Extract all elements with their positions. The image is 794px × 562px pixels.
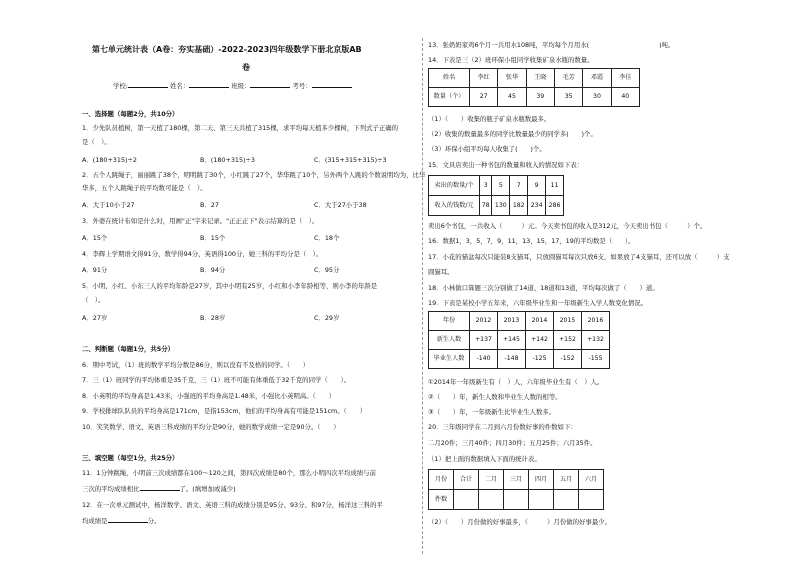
q7-text: 7．三（1）班同学的平均体重是35千克，三（1）班不可能有体重低于32千克的同学（ ）。 <box>82 376 351 384</box>
answer-cell[interactable] <box>479 490 504 510</box>
student-info <box>113 80 352 91</box>
q20-sub2: （2）（ ）月份做的好事最多，（ ）月份做的好事最少。 <box>428 518 611 526</box>
q14-sub2: （2）收集的数量最多的同学比数量最少的同学多( )个。 <box>428 130 597 138</box>
q20-data: 二月20件；三月40件；四月30件；五月25件；六月35件。 <box>428 439 597 447</box>
q3-option-a: A．15个 <box>82 234 108 242</box>
number-field[interactable] <box>312 80 352 88</box>
q10-text: 10．笑笑数学、语文、英语三科成绩的平均分是90分，她的数学成绩一定是90分。（ ） <box>82 423 340 431</box>
q4-option-b: B．94分 <box>200 266 226 274</box>
q19-sub2: ②（ ）年，新生人数和毕业生人数的相等。 <box>428 393 562 401</box>
q11-line1: 11．1分钟跳绳，小明前三次成绩都在100～120之间，第四次成绩是80个，那么小明四次平均成绩与前 <box>82 469 376 477</box>
q2-line1: 2．五个人跳绳子，丽丽跳了38个，明明跳了30个，小红跳了27个，华华跳了10个，另外两个人跳的个数说明均为，比华 <box>82 171 426 179</box>
table-q15 <box>428 175 564 216</box>
q9-text: 9．学校排球队队员的平均身高是171cm，是指153cm，他们的平均身高有可能是151cm。（ ） <box>82 407 366 415</box>
name-label: 姓名： <box>169 82 190 90</box>
school-label: 学校: <box>113 82 128 90</box>
table-row: 年份 2012 2013 2014 2015 2016 <box>429 312 610 331</box>
table-row: 新生人数 +137 +145 +142 +152 +132 <box>429 331 610 350</box>
q4-option-a: A．91分 <box>82 266 108 274</box>
q3-option-c: C．18个 <box>314 234 340 242</box>
q19-text: 19．下表是某校小学五年来，六年级毕业生和一年级新生入学人数变化情况。 <box>428 299 648 307</box>
q14-sub3: （3）环保小组平均每人收集了( )个。 <box>428 145 546 153</box>
q17-line1: 17．小花的猫盆每次只能装8支猫耳，只放圆猫耳每次只放6支，如果放了4支猫耳，还可以放（ ）支 <box>428 253 730 261</box>
q14-sub1: （1）（ ）收集的瓶子矿泉水瓶数最多。 <box>428 115 551 123</box>
q20-sub1: （1）把上面的数据填入下面的统计表。 <box>428 455 541 463</box>
q3-option-b: B．15个 <box>200 234 226 242</box>
q11-line2: 三次的平均成绩相比 了。(填增加或减少) <box>82 485 236 493</box>
q2-option-c: C．大于27小于38 <box>314 201 367 209</box>
q16-text: 16．数据1，3，5，7，9，11，13，15，17，19的平均数是（ ）。 <box>428 237 635 245</box>
table-row: 收入的钱数/元 78 130 182 234 286 <box>429 196 564 216</box>
q4-option-c: C．95分 <box>314 266 340 274</box>
q17-line2: 圆猫耳。 <box>428 268 454 276</box>
page-title-line1: 第七单元统计表（A卷：夯实基础）-2022-2023四年级数学下册北京版AB <box>92 45 362 54</box>
number-label: 考号： <box>292 82 312 90</box>
section2-heading: 二、判断题（每题1分，共5分） <box>82 345 174 353</box>
class-label: 班级： <box>231 82 251 90</box>
answer-cell[interactable] <box>579 490 604 510</box>
class-field[interactable] <box>250 80 290 88</box>
table-row: 毕业生人数 -140 -148 -125 -152 -155 <box>429 350 610 369</box>
q19-sub1: ①2014年一年级新生有（ ）人，六年级毕业生有（ ）人。 <box>428 378 604 386</box>
name-field[interactable] <box>189 80 229 88</box>
q6-text: 6．期中考试，（1）班的数学平均分数是86分，则以没有不及格的同学。（ ） <box>82 361 310 369</box>
table-row: 月份 合计 二月 三月 四月 五月 六月 <box>429 470 604 490</box>
q19-sub3: ③（ ）年，一年级新生比毕业生人数多。 <box>428 408 556 416</box>
q15-sub: 卖出6个书包，一共收入（ ）元。今天卖书包的收入是312元，今天卖出书包（ ）个。 <box>428 222 707 230</box>
q5-line2: （ ）。 <box>82 296 105 304</box>
answer-cell[interactable] <box>529 490 554 510</box>
school-field[interactable] <box>128 80 168 88</box>
q5-option-c: C．29岁 <box>314 314 340 322</box>
q18-text: 18．小林做口算题三次分别做了14道、18道和13道，平均每次做了（ ）道。 <box>428 284 659 292</box>
q4-text: 4．李辉上学期语文得91分，数学得94分，英语得100分，她三科的平均分是（ ）。 <box>82 250 323 258</box>
q1-option-b: B．(180+315)÷3 <box>200 156 255 164</box>
q2-option-b: B．27 <box>200 201 219 209</box>
table-row: 卖出的数量/个 3 5 7 9 11 <box>429 176 564 196</box>
q12-line2: 均成绩是 分。 <box>82 517 161 525</box>
q12-blank[interactable] <box>108 515 148 523</box>
table-q19 <box>428 311 610 369</box>
q11-blank[interactable] <box>140 483 180 491</box>
table-q14 <box>428 68 640 107</box>
q1-option-a: A．(180+315)÷2 <box>82 156 137 164</box>
table-row: 数量（个） 27 45 39 35 30 40 <box>429 88 640 107</box>
table-row: 件数 <box>429 490 604 510</box>
q1-option-c: C．(315+315+315)÷3 <box>314 156 387 164</box>
q15-text: 15．文具店卖出一种书包的数量和收入的情况如下表： <box>428 161 584 169</box>
q1-line1: 1．少先队员植树，第一天植了180棵，第二天、第三天共植了315棵，求平均每天植多少棵树，下列式子正确的 <box>82 124 399 132</box>
q5-option-a: A．27岁 <box>82 314 108 322</box>
q20-text: 20．三年级同学在二月到六月份数好事的件数如下： <box>428 423 577 431</box>
q2-line2: 华多，五个人跳绳子的平均数可能是（ ）。 <box>82 184 207 192</box>
q3-text: 3．外婆在统计布如是什么时，用画"正"字来记录。"正正正下"表示结算的是（ ）。 <box>82 217 319 225</box>
answer-cell[interactable] <box>504 490 529 510</box>
table-q20 <box>428 469 604 510</box>
q8-text: 8．小英明的平均身高是1.43米，小强班的平均身高是1.48米，小强比小英明高。（ ） <box>82 392 335 400</box>
q1-line2: 是（ ）。 <box>82 138 111 146</box>
table-row: 姓名 李红 张华 王晓 毛芳 邓霞 李佳 <box>429 69 640 88</box>
q12-line1: 12．在一次单元测试中，杨洋数学、语文、英语三科的成绩分别是95分、93分、和97分，杨洋这三科的平 <box>82 501 383 509</box>
column-divider <box>422 38 423 554</box>
section3-heading: 三、填空题（每空1分，共25分） <box>82 454 179 462</box>
q13-text: 13．张奶奶家鸡6个月一共用水108吨，平均每个月用水( )吨。 <box>428 41 675 49</box>
page-title-line2: 卷 <box>242 63 250 72</box>
q2-option-a: A．大于10小于27 <box>82 201 135 209</box>
q5-option-b: B．28岁 <box>200 314 226 322</box>
answer-cell[interactable] <box>554 490 579 510</box>
section1-heading: 一、选择题（每题2分，共10分） <box>82 110 179 118</box>
answer-cell[interactable] <box>454 490 479 510</box>
q5-line1: 5．小明、小红、小东三人的平均年龄是27岁，其中小明有25岁，小红和小李年龄相等，则小李的年龄是 <box>82 282 378 290</box>
q14-text: 14．下表是三（2）班环保小组同学收集矿泉水瓶的数量。 <box>428 56 594 64</box>
